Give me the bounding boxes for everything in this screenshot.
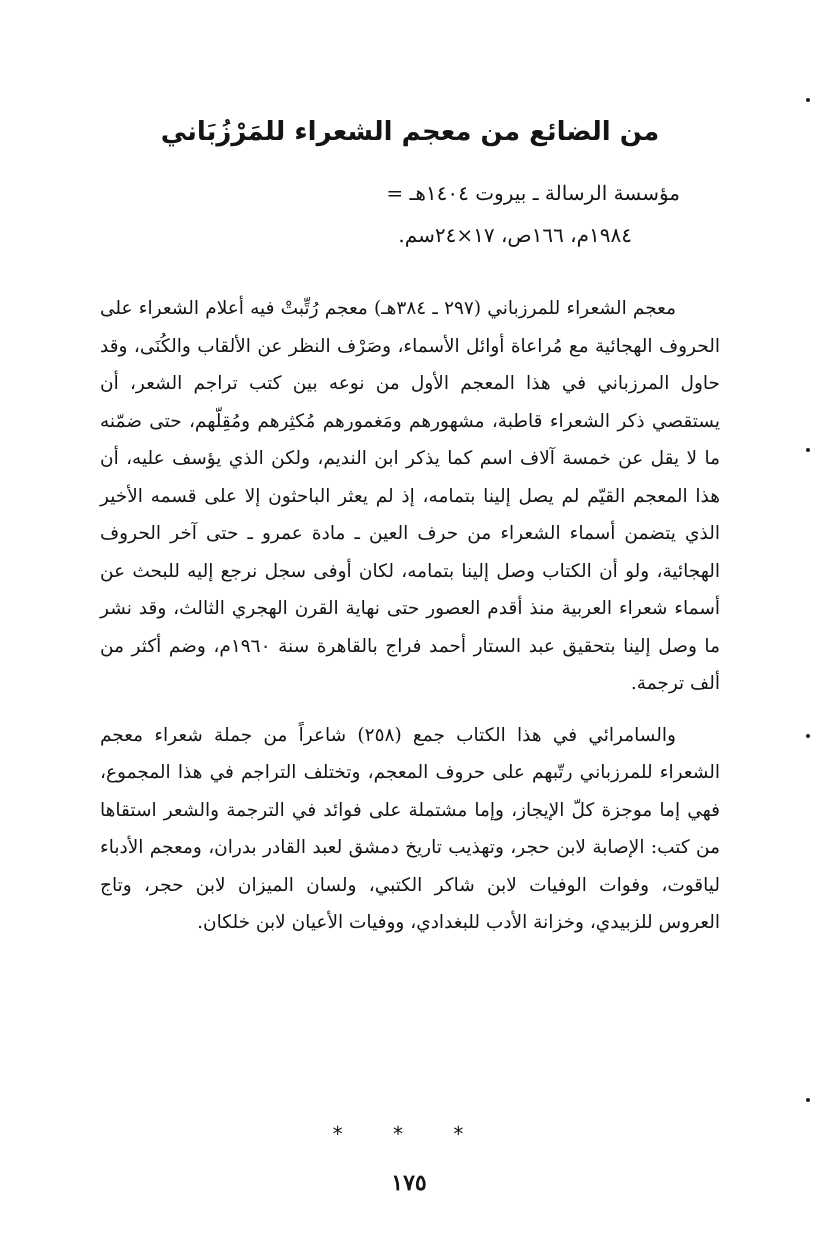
- margin-mark: [806, 734, 810, 738]
- margin-mark: [806, 98, 810, 102]
- publication-line-1: مؤسسة الرسالة ـ بيروت ١٤٠٤هـ =: [386, 181, 680, 205]
- paragraph: والسامرائي في هذا الكتاب جمع (٢٥٨) شاعراً من جملة شعراء معجم الشعراء للمرزباني رتّبهم على حروف المعجم، وتختلف التراجم في هذا المجموع، فهي إما موجزة كلّ الإيجاز، وإما مشتملة على فوائد في الترجمة والشعر استقاها من كتب: الإصابة لابن حجر، وتهذيب تاريخ دمشق لعبد القادر بدران، ومعجم الأدباء لياقوت، وفوات الوفيات لابن شاكر الكتبي، ولسان الميزان لابن حجر، وتاج العروس للزبيدي، وخزانة الأدب للبغدادي، ووفيات الأعيان لابن خلكان.: [100, 724, 720, 933]
- page-number: ١٧٥: [391, 1170, 427, 1196]
- margin-mark: [806, 448, 810, 452]
- margin-mark: [806, 1098, 810, 1102]
- article-body: [100, 290, 720, 942]
- publication-info: [110, 172, 680, 256]
- publication-line-2: ١٩٨٤م، ١٦٦ص، ١٧×٢٤سم.: [398, 223, 632, 247]
- section-separator: * * *: [332, 1122, 486, 1146]
- article-title: من الضائع من معجم الشعراء للمَرْزُبَاني: [160, 117, 660, 147]
- paragraph: معجم الشعراء للمرزباني (٢٩٧ ـ ٣٨٤هـ) معجم رُتِّبتْ فيه أعلام الشعراء على الحروف الهجائية مع مُراعاة أوائل الأسماء، وصَرْف النظر عن الألقاب والكُنَى، وقد حاول المرزباني في هذا المعجم الأول من نوعه بين كتب تراجم الشعر، أن يستقصي ذكر الشعراء قاطبة، مشهورهم ومَغمورهم مُكثِرهم ومُقِلّهم، حتى ضمّنه ما لا يقل عن خمسة آلاف اسم كما يذكر ابن النديم، ولكن الذي يؤسف عليه، أن هذا المعجم القيّم لم يصل إلينا بتمامه، إذ لم يعثر الباحثون إلا على قسمه الأخير الذي يتضمن أسماء الشعراء من حرف العين ـ مادة عمرو ـ حتى آخر الحروف الهجائية، ولو أن الكتاب وصل إلينا بتمامه، لكان أوفى سجل نرجع إليه للبحث عن أسماء شعراء العربية منذ أقدم العصور حتى نهاية القرن الهجري الثالث، وقد نشر ما وصل إلينا بتحقيق عبد الستار أحمد فراج بالقاهرة سنة ١٩٦٠م، وضم أكثر من ألف ترجمة.: [100, 298, 720, 694]
